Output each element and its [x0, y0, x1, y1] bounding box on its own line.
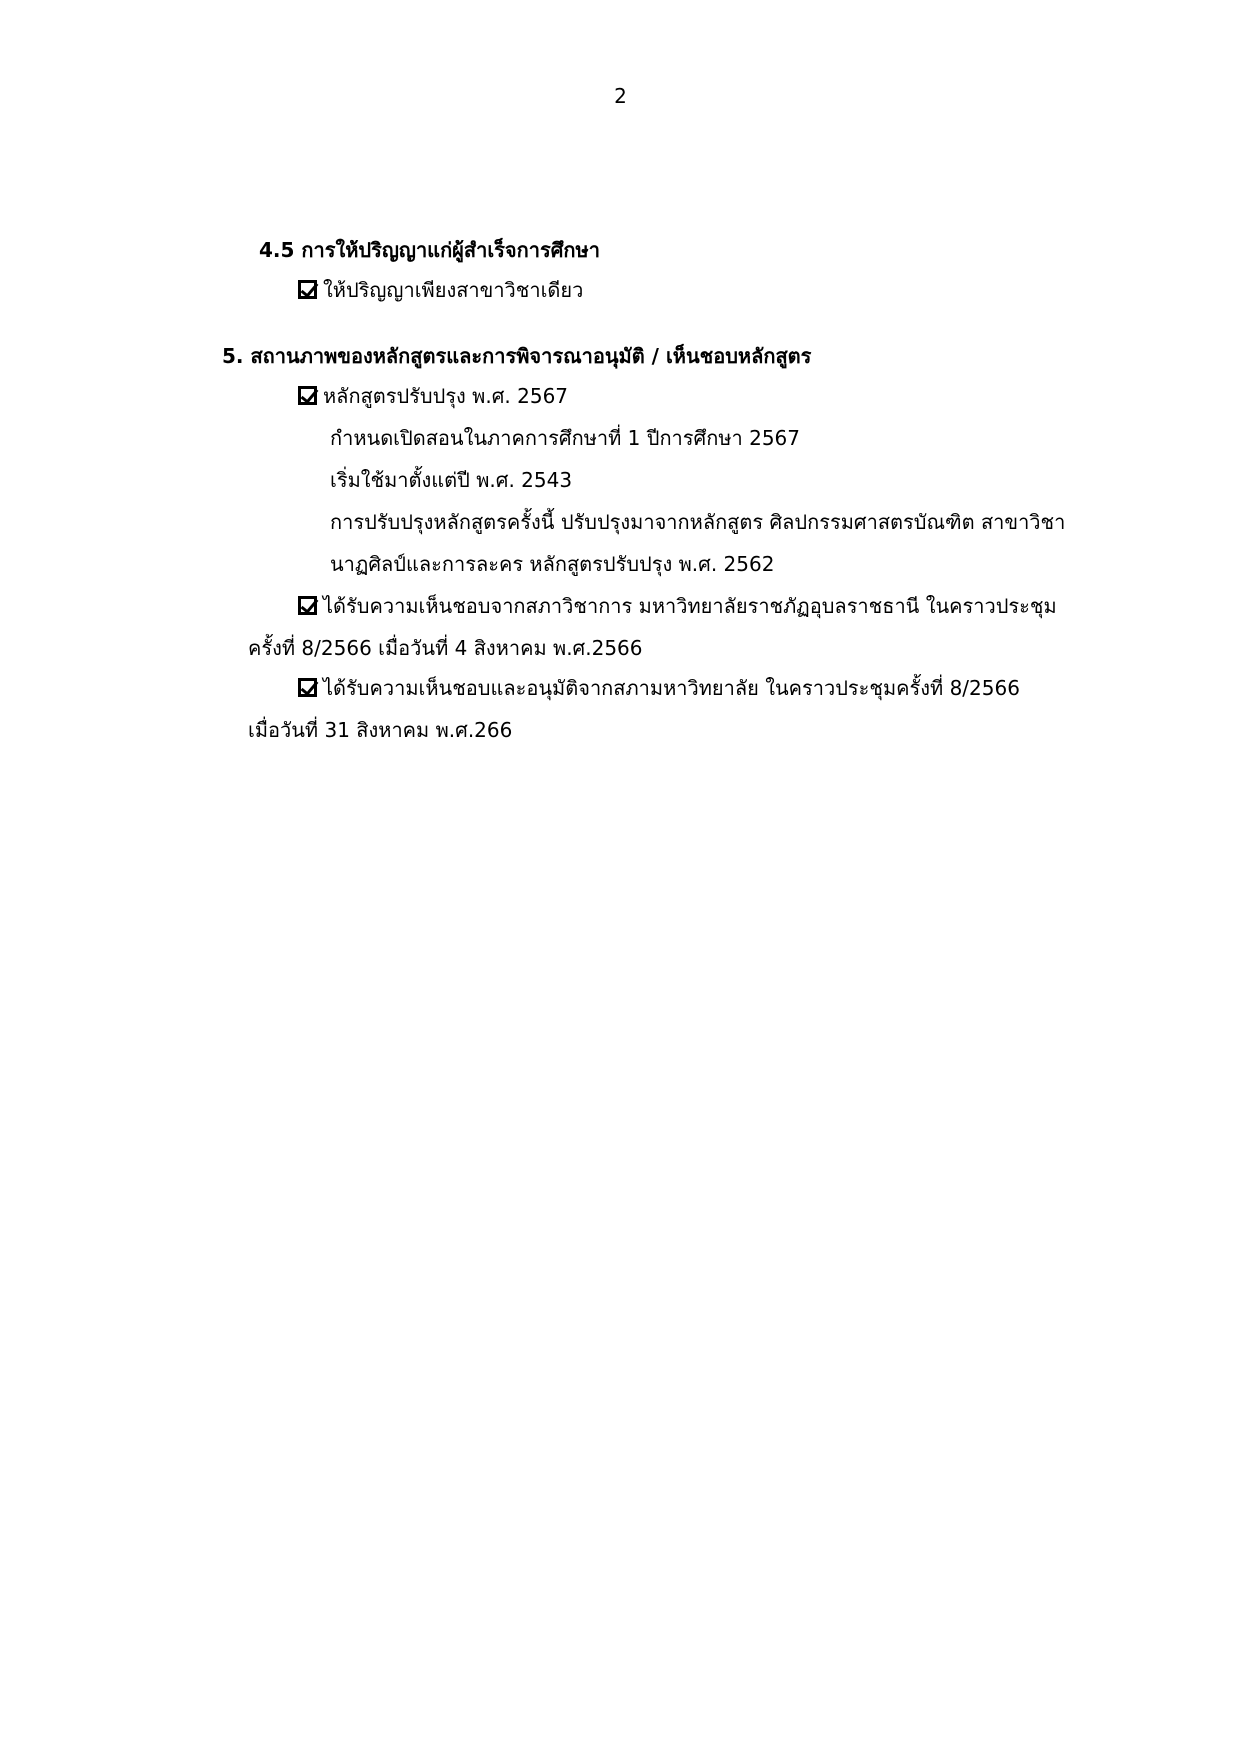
- item-1-line-4: นาฏศิลป์และการละคร หลักสูตรปรับปรุง พ.ศ. 2562: [330, 552, 775, 576]
- item-1-line-2: เริ่มใช้มาตั้งแต่ปี พ.ศ. 2543: [330, 468, 573, 492]
- section-4-5-heading: 4.5 การให้ปริญญาแก่ผู้สำเร็จการศึกษา: [259, 238, 600, 262]
- option-label: ให้ปริญญาเพียงสาขาวิชาเดียว: [323, 278, 584, 302]
- item-1-row: [298, 380, 568, 412]
- item-1-title: หลักสูตรปรับปรุง พ.ศ. 2567: [323, 384, 569, 408]
- item-1-line-1: กำหนดเปิดสอนในภาคการศึกษาที่ 1 ปีการศึกษา 2567: [330, 426, 800, 450]
- checked-checkbox-icon: [298, 386, 317, 405]
- section-5-heading: 5. สถานภาพของหลักสูตรและการพิจารณาอนุมัติ / เห็นชอบหลักสูตร: [222, 344, 812, 368]
- item-2-line-1: ได้รับความเห็นชอบจากสภาวิชาการ มหาวิทยาลัยราชภัฏอุบลราชธานี ในคราวประชุม: [323, 594, 1057, 618]
- item-3-row: [298, 672, 1020, 704]
- item-3-line-1: ได้รับความเห็นชอบและอนุมัติจากสภามหาวิทยาลัย ในคราวประชุมครั้งที่ 8/2566: [323, 676, 1020, 700]
- checked-checkbox-icon: [298, 280, 317, 299]
- page-number: 2: [614, 84, 627, 108]
- item-1-line-3: การปรับปรุงหลักสูตรครั้งนี้ ปรับปรุงมาจากหลักสูตร ศิลปกรรมศาสตรบัณฑิต สาขาวิชา: [330, 510, 1066, 534]
- item-2-line-2: ครั้งที่ 8/2566 เมื่อวันที่ 4 สิงหาคม พ.ศ.2566: [248, 636, 643, 660]
- item-2-row: [298, 590, 1057, 622]
- section-4-5-option-row: [298, 274, 583, 306]
- checked-checkbox-icon: [298, 678, 317, 697]
- checked-checkbox-icon: [298, 596, 317, 615]
- item-3-line-2: เมื่อวันที่ 31 สิงหาคม พ.ศ.266: [248, 718, 513, 742]
